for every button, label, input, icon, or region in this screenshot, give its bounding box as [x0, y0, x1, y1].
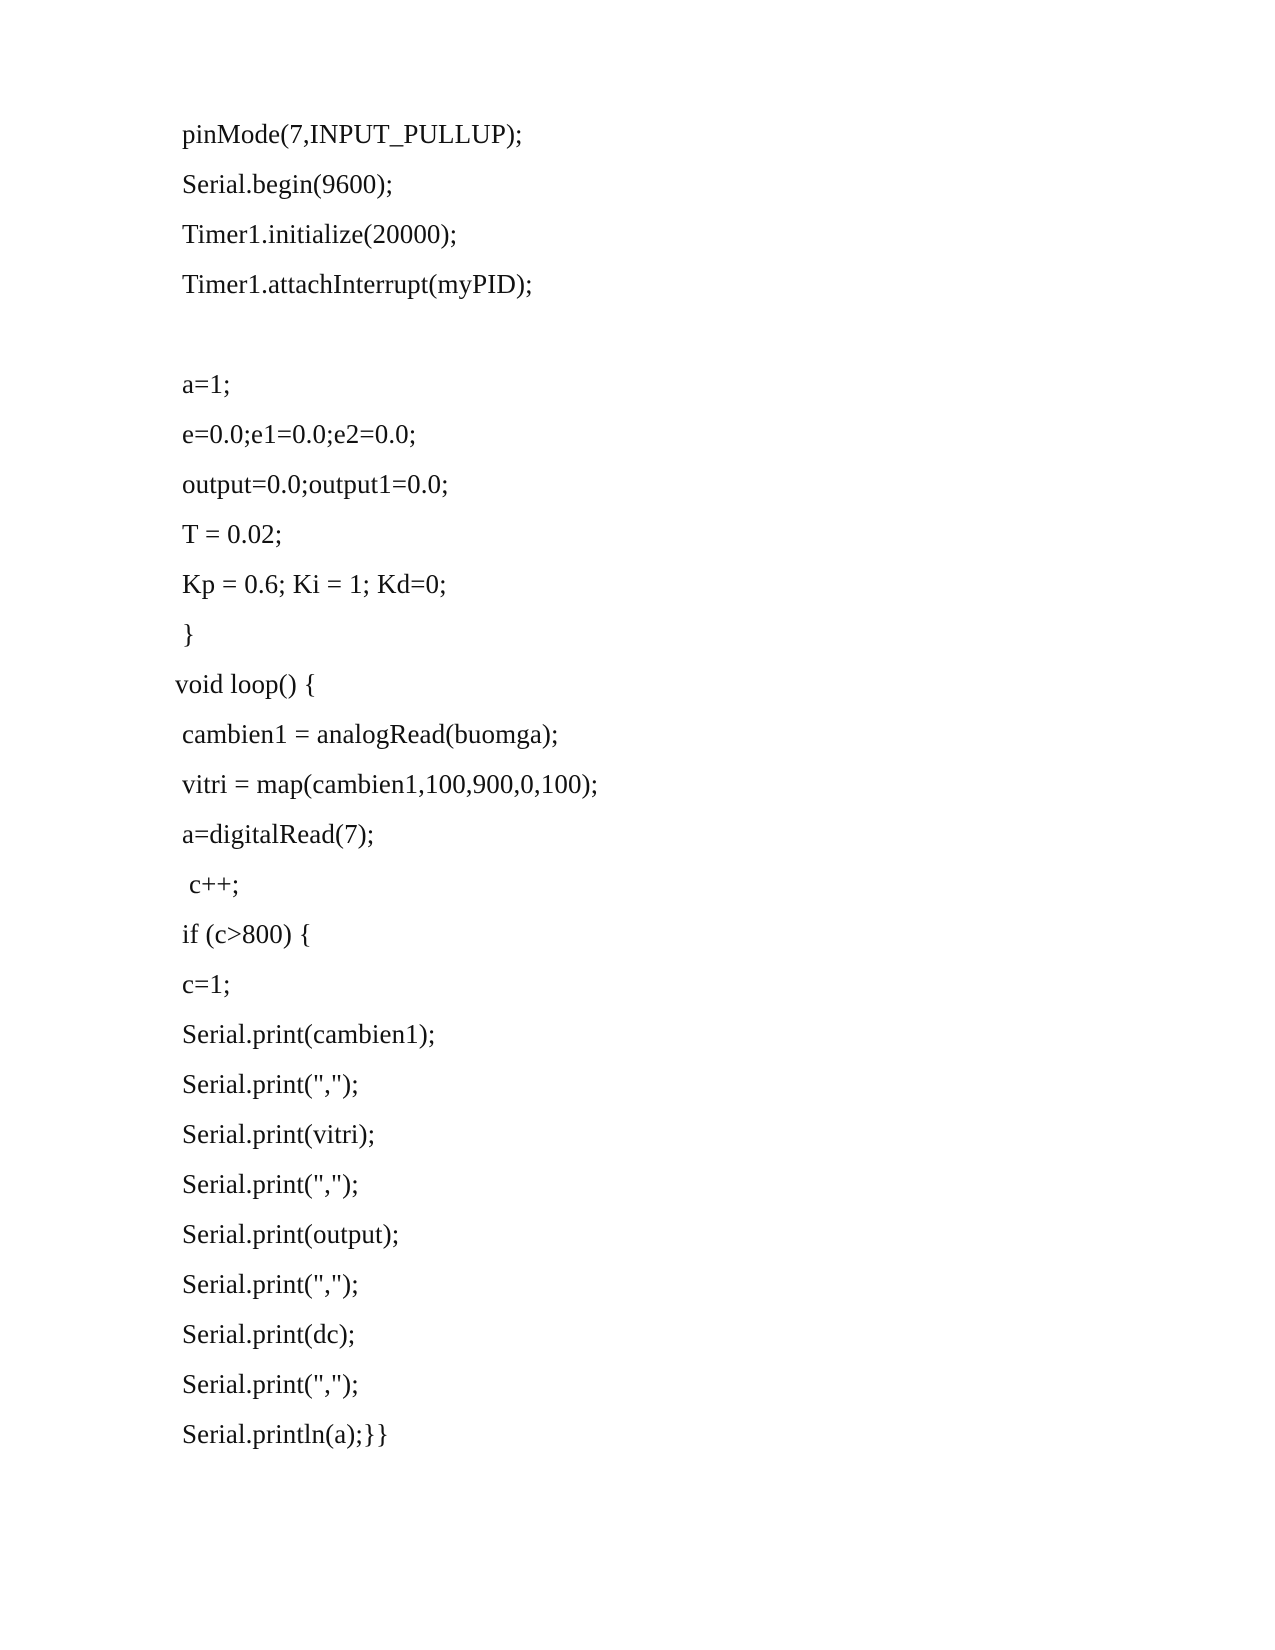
- code-line: Serial.print(",");: [182, 1169, 359, 1199]
- code-line: Serial.print(vitri);: [182, 1119, 376, 1149]
- code-line: void loop() {: [175, 669, 317, 699]
- code-line: Timer1.initialize(20000);: [182, 219, 458, 249]
- code-line: Serial.print(output);: [182, 1219, 400, 1249]
- code-line: Serial.print(dc);: [182, 1319, 356, 1349]
- code-line: T = 0.02;: [182, 519, 283, 549]
- code-line: cambien1 = analogRead(buomga);: [182, 719, 559, 749]
- code-line: Serial.print(",");: [182, 1269, 359, 1299]
- code-line: Serial.println(a);}}: [182, 1419, 390, 1449]
- code-line: pinMode(7,INPUT_PULLUP);: [182, 119, 523, 149]
- code-line: if (c>800) {: [182, 919, 312, 949]
- code-line: Serial.begin(9600);: [182, 169, 394, 199]
- code-line: Timer1.attachInterrupt(myPID);: [182, 269, 533, 299]
- code-line: Serial.print(",");: [182, 1069, 359, 1099]
- code-line: a=1;: [182, 369, 231, 399]
- code-line: c++;: [189, 869, 240, 899]
- code-line: Serial.print(",");: [182, 1369, 359, 1399]
- code-line: Kp = 0.6; Ki = 1; Kd=0;: [182, 569, 447, 599]
- code-line: Serial.print(cambien1);: [182, 1019, 436, 1049]
- code-line: output=0.0;output1=0.0;: [182, 469, 449, 499]
- code-line: vitri = map(cambien1,100,900,0,100);: [182, 769, 599, 799]
- code-line: c=1;: [182, 969, 231, 999]
- code-line: }: [182, 619, 196, 649]
- code-line: a=digitalRead(7);: [182, 819, 375, 849]
- code-line: e=0.0;e1=0.0;e2=0.0;: [182, 419, 417, 449]
